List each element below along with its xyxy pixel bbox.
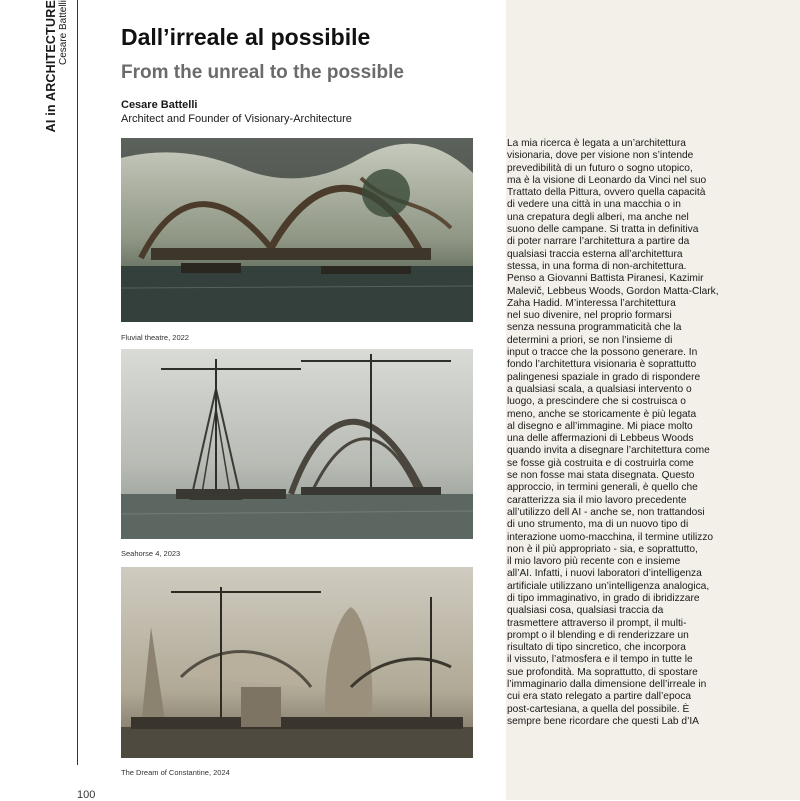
body-line: input o tracce che la possono generare. In (507, 347, 698, 359)
body-line: una crepatura degli alberi, ma anche nel (507, 211, 689, 223)
body-line: l’immaginario dalla dimensione dell’irreale in (507, 679, 707, 691)
body-line: approccio, in termini generali, è quello che (507, 482, 698, 494)
body-line: qualsiasi traccia esterna all’architettura (507, 248, 683, 260)
body-line: Trattato della Pittura, ovvero quella capacità (507, 187, 706, 199)
body-line: suono delle campane. Si tratta in definitiva (507, 224, 699, 236)
section-label: AI in ARCHITECTURE (44, 0, 58, 133)
body-line: qualsiasi cosa, qualsiasi traccia da (507, 605, 664, 617)
body-line: di vedere una città in una macchia o in (507, 199, 681, 211)
body-line: prompt o il blending e di renderizzare un (507, 629, 689, 641)
body-line: luogo, a prescindere che si costruisca o (507, 396, 686, 408)
article-title: Dall’irreale al possibile (121, 24, 371, 50)
body-line: non è il più appropriato - sia, e soprattutto, (507, 543, 698, 555)
body-line: artificiale utilizzano un’intelligenza analogica, (507, 580, 710, 592)
body-line: post-cartesiana, a quella del possibile. È (507, 703, 690, 715)
body-line: meno, anche se storicamente è più legata (507, 408, 697, 420)
body-line: Zaha Hadid. M’interessa l’architettura (507, 297, 676, 309)
body-line: prevedibilità di un futuro o sogno utopico, (507, 162, 693, 174)
body-line: al disegno e all’immagine. Mi piace molto (507, 420, 693, 432)
body-line: sempre bene ricordare che questi Lab d’IA (507, 715, 699, 727)
author-name: Cesare Battelli (121, 99, 198, 111)
body-line: nel suo divenire, nel proprio formarsi (507, 310, 672, 322)
body-line: palingenesi spaziale in grado di rispondere (507, 371, 701, 383)
body-line: di poter narrare l’architettura a partire da (507, 236, 690, 248)
body-line: La mia ricerca è legata a un’architettura (507, 138, 686, 149)
body-line: di tipo immaginativo, in grado di ibridizzare (507, 592, 700, 604)
body-line: una delle affermazioni di Lebbeus Woods (507, 433, 694, 445)
running-head-author: Cesare Battelli (58, 0, 69, 66)
page-number: 100 (77, 789, 96, 801)
body-line: fondo l’architettura visionaria è soprattutto (507, 359, 697, 371)
running-head (6, 0, 70, 140)
figure-dream-of-constantine (121, 567, 473, 758)
body-line: caratterizza sia il mio lavoro precedente (507, 494, 687, 506)
figure-caption: The Dream of Constantine, 2024 (121, 768, 230, 777)
body-line: ma è la visione di Leonardo da Vinci nel suo (507, 174, 707, 186)
body-line: sue profondità. Ma soprattutto, di spostare (507, 666, 698, 678)
body-line: interazione uomo-macchina, il termine utilizzo (507, 531, 714, 543)
body-line: senza nessuna programmaticità che la (507, 322, 682, 334)
body-line: determini a priori, se non l’insieme di (507, 334, 673, 346)
article-subtitle: From the unreal to the possible (121, 62, 404, 83)
author-role: Architect and Founder of Visionary-Architecture (121, 113, 352, 125)
vertical-rule (77, 0, 78, 765)
body-line: il vissuto, l’atmosfera e il tempo in tutte le (507, 654, 693, 666)
body-line: stessa, in una forma di non-architettura. (507, 260, 687, 272)
body-line: Malevič, Lebbeus Woods, Gordon Matta-Clark, (507, 285, 719, 297)
figure-caption: Seahorse 4, 2023 (121, 549, 181, 558)
body-line: visionaria, dove per visione non s’intende (507, 150, 694, 162)
body-line: se fosse già costruita e di costruirla come (507, 457, 694, 469)
body-line: all’utilizzo dell AI - anche se, non trattandosi (507, 506, 705, 518)
body-line: a qualsiasi scala, a qualsiasi intervento o (507, 383, 692, 395)
body-line: risultato di tipo sincretico, che incorpora (507, 642, 686, 654)
body-text (507, 138, 729, 728)
figure-seahorse (121, 349, 473, 539)
body-line: quando invita a disegnare l’architettura come (507, 445, 710, 457)
figure-fluvial-theatre (121, 138, 473, 322)
body-line: Penso a Giovanni Battista Piranesi, Kazimir (507, 273, 704, 285)
body-line: di uno strumento, ma di un nuovo tipo di (507, 519, 689, 531)
body-line: il mio lavoro più recente con e insieme (507, 556, 681, 568)
body-line: trasmettere attraverso il prompt, il multi- (507, 617, 687, 629)
body-line: se non fosse mai stata disegnata. Questo (507, 470, 695, 482)
body-line: all’AI. Infatti, i nuovi laboratori d’intelligenza (507, 568, 702, 580)
figure-caption: Fluvial theatre, 2022 (121, 333, 189, 342)
body-line: cui era stato relegato a partire dall’epoca (507, 691, 692, 703)
